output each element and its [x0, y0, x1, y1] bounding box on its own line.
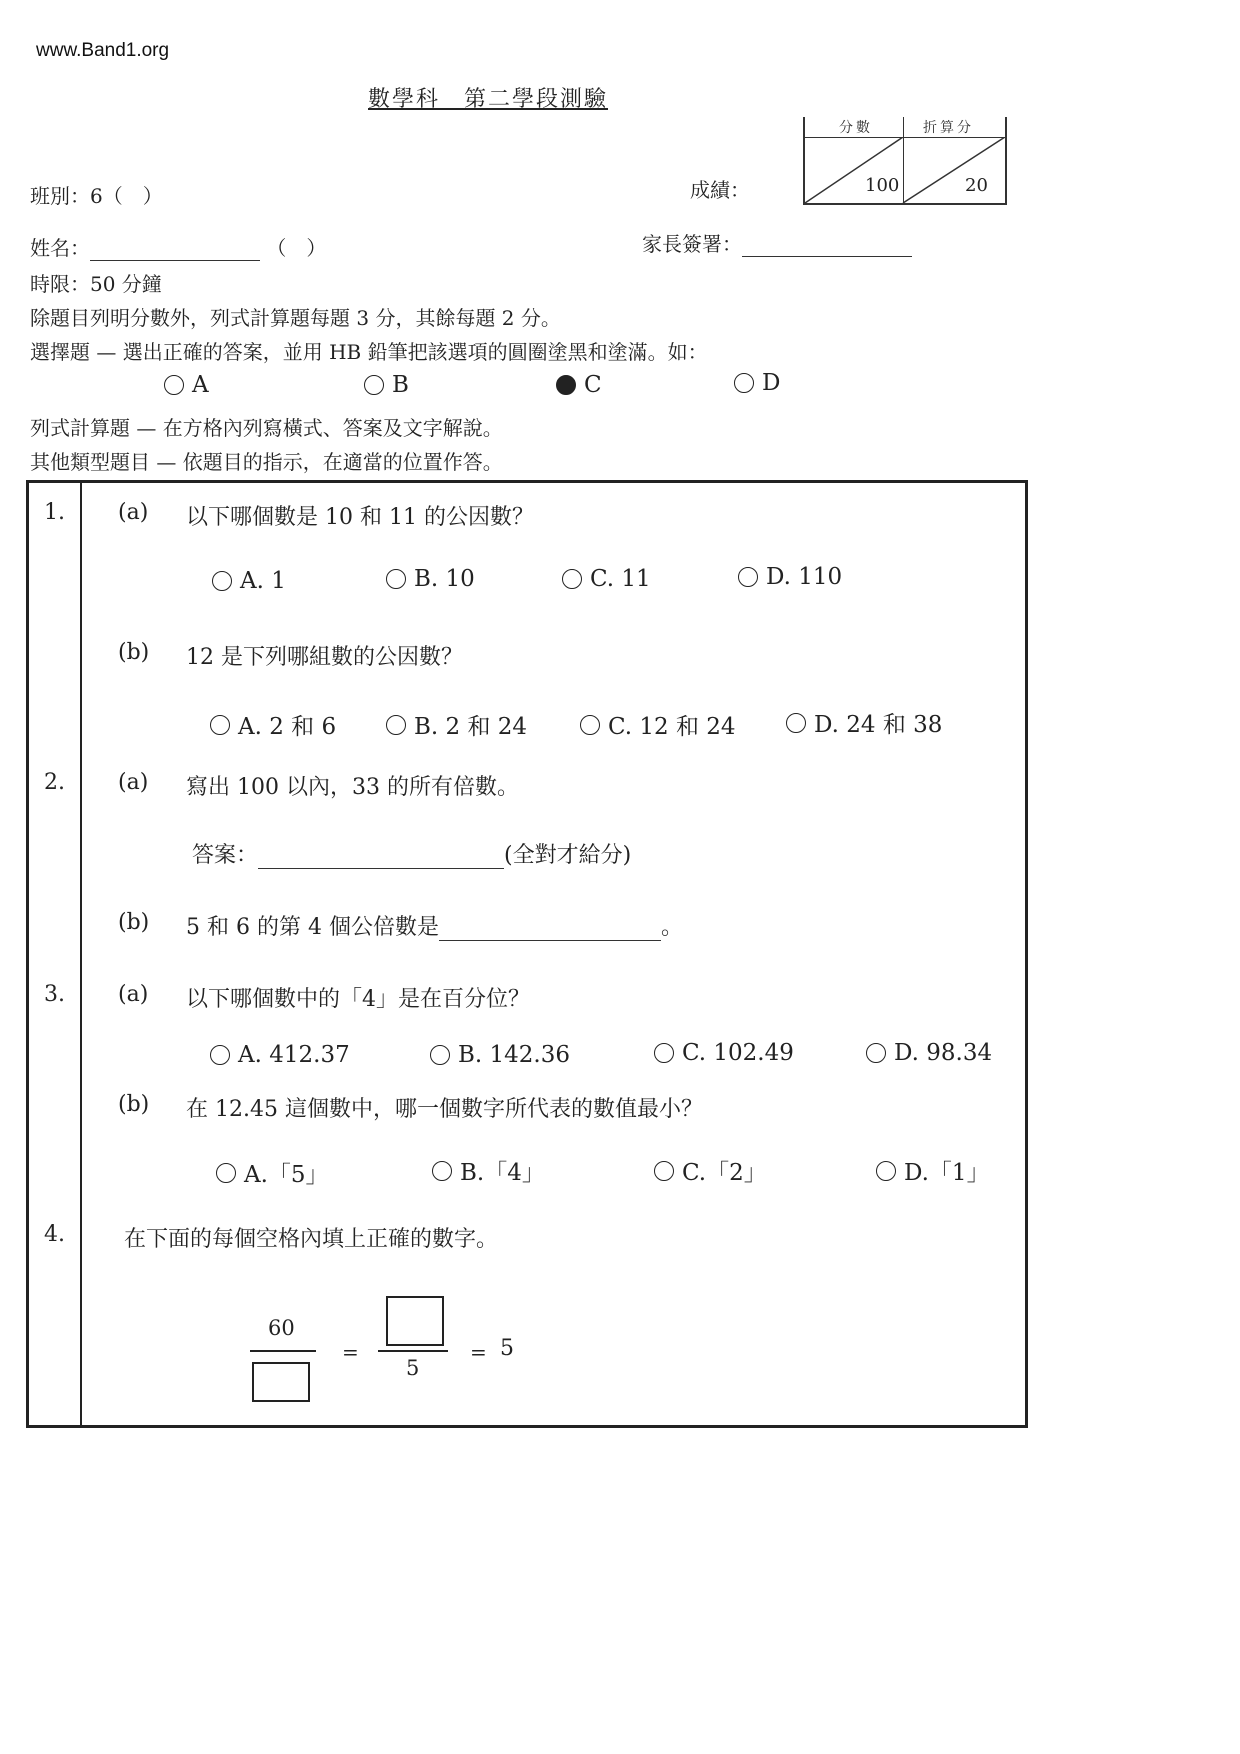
- question-1a-label: (a): [118, 500, 149, 525]
- score-label: 成績：: [690, 178, 750, 202]
- q4-result: 5: [500, 1336, 514, 1361]
- example-option-d: [734, 370, 780, 396]
- q3b-option-c[interactable]: [654, 1154, 767, 1187]
- name-field[interactable]: [90, 238, 260, 261]
- score-box-total: 100: [865, 175, 900, 196]
- q3b-bubble-b[interactable]: [432, 1161, 452, 1181]
- question-3-number: 3.: [44, 982, 65, 1007]
- q1a-bubble-d[interactable]: [738, 567, 758, 587]
- q1b-bubble-d[interactable]: [786, 713, 806, 733]
- question-2b-label: (b): [118, 910, 150, 935]
- q2a-answer-field[interactable]: [258, 846, 504, 869]
- question-2b-text: 5 和 6 的第 4 個公倍數是: [186, 915, 439, 940]
- q1a-option-a-label: A. 1: [240, 568, 286, 594]
- q2b-answer-field[interactable]: [439, 918, 661, 941]
- question-2a-text: 寫出 100 以內，33 的所有倍數。: [186, 775, 519, 800]
- question-2a-label: (a): [118, 770, 149, 795]
- site-watermark: www.Band1.org: [36, 40, 170, 61]
- question-3a-label: (a): [118, 982, 149, 1007]
- question-2-number: 2.: [44, 770, 65, 795]
- q1a-option-d-label: D. 110: [766, 564, 843, 590]
- score-box: [803, 117, 1007, 205]
- question-1-number: 1.: [44, 500, 65, 525]
- q1a-option-b-label: B. 10: [414, 566, 475, 592]
- q3a-option-b[interactable]: [430, 1042, 570, 1068]
- example-option-d-label: D: [762, 370, 781, 396]
- question-3b-text: 在 12.45 這個數中，哪一個數字所代表的數值最小？: [186, 1097, 703, 1122]
- time-limit: 時限：50 分鐘: [30, 272, 162, 296]
- q1b-option-a-label: A. 2 和 6: [238, 714, 337, 740]
- q2a-answer-row: [192, 838, 631, 869]
- q1a-option-a[interactable]: [212, 568, 286, 594]
- q3b-option-b-label: B.「4」: [460, 1160, 545, 1186]
- example-bubble-b: [364, 375, 384, 395]
- q2b-end: 。: [660, 915, 683, 940]
- q2a-answer-note: (全對才給分): [504, 843, 632, 868]
- q4-fraction-bar-2: [378, 1350, 448, 1352]
- q1b-bubble-a[interactable]: [210, 715, 230, 735]
- q3a-bubble-a[interactable]: [210, 1045, 230, 1065]
- q1b-option-c-label: C. 12 和 24: [608, 714, 736, 740]
- q3a-option-c-label: C. 102.49: [682, 1040, 794, 1066]
- q1b-option-a[interactable]: [210, 708, 336, 741]
- example-option-a-label: A: [192, 372, 209, 398]
- q3b-bubble-d[interactable]: [876, 1161, 896, 1181]
- name-label: [30, 232, 326, 261]
- instruction-scoring: 除題目列明分數外，列式計算題每題 3 分，其餘每題 2 分。: [30, 306, 561, 330]
- q1b-option-d-label: D. 24 和 38: [814, 712, 943, 738]
- q1a-option-d[interactable]: [738, 564, 842, 590]
- score-box-col1-header: 分數: [839, 120, 873, 136]
- class-number-field[interactable]: （ ）: [266, 236, 327, 260]
- q1a-bubble-a[interactable]: [212, 571, 232, 591]
- q1a-bubble-c[interactable]: [562, 569, 582, 589]
- question-1b-label: (b): [118, 640, 150, 665]
- q3b-option-d-label: D.「1」: [904, 1160, 990, 1186]
- q3b-option-b[interactable]: [432, 1154, 545, 1187]
- q3b-bubble-c[interactable]: [654, 1161, 674, 1181]
- q3a-option-d[interactable]: [866, 1040, 992, 1066]
- q2a-answer-label: 答案：: [192, 843, 259, 868]
- q2b-row: [186, 910, 683, 941]
- example-bubble-d: [734, 373, 754, 393]
- q3a-option-a[interactable]: [210, 1042, 350, 1068]
- q1b-option-d[interactable]: [786, 706, 942, 739]
- q1b-option-b[interactable]: [386, 708, 527, 741]
- q3a-option-c[interactable]: [654, 1040, 794, 1066]
- q3b-option-c-label: C.「2」: [682, 1160, 767, 1186]
- q3b-option-a[interactable]: [216, 1156, 329, 1189]
- parent-sign-field[interactable]: [742, 234, 912, 257]
- q4-numerator-box[interactable]: [386, 1296, 444, 1346]
- question-3a-text: 以下哪個數中的「4」是在百分位？: [186, 987, 530, 1012]
- example-bubble-a: [164, 375, 184, 395]
- instruction-mc: 選擇題 — 選出正確的答案，並用 HB 鉛筆把該選項的圓圈塗黑和塗滿。如：: [30, 340, 708, 364]
- q3a-option-a-label: A. 412.37: [238, 1042, 350, 1068]
- q4-equals-1: =: [342, 1340, 359, 1364]
- q3a-bubble-d[interactable]: [866, 1043, 886, 1063]
- question-3b-label: (b): [118, 1092, 150, 1117]
- q1b-option-c[interactable]: [580, 708, 736, 741]
- q3a-bubble-c[interactable]: [654, 1043, 674, 1063]
- score-box-col2-header: 折算分: [923, 120, 974, 136]
- q1b-option-b-label: B. 2 和 24: [414, 714, 528, 740]
- q1a-option-c[interactable]: [562, 566, 651, 592]
- q4-denominator-box[interactable]: [252, 1362, 310, 1402]
- example-option-b: [364, 372, 409, 398]
- q4-equals-2: =: [470, 1340, 487, 1364]
- example-bubble-c-filled: [556, 375, 576, 395]
- example-option-a: [164, 372, 209, 398]
- q4-fraction-bar-1: [250, 1350, 316, 1352]
- q1a-bubble-b[interactable]: [386, 569, 406, 589]
- q3b-bubble-a[interactable]: [216, 1163, 236, 1183]
- q4-denominator-5: 5: [406, 1356, 420, 1380]
- q1a-option-c-label: C. 11: [590, 566, 651, 592]
- parent-sign-label: [642, 228, 912, 257]
- q3a-option-b-label: B. 142.36: [458, 1042, 571, 1068]
- q3a-option-d-label: D. 98.34: [894, 1040, 993, 1066]
- page-title: 數學科 第二學段測驗: [368, 87, 609, 112]
- instruction-working: 列式計算題 — 在方格內列寫橫式、答案及文字解說。: [30, 416, 503, 440]
- question-number-divider: [80, 480, 82, 1428]
- example-option-b-label: B: [392, 372, 409, 398]
- name-label-text: 姓名：: [30, 236, 90, 260]
- instruction-other: 其他類型題目 — 依題目的指示，在適當的位置作答。: [30, 450, 503, 474]
- q1b-bubble-c[interactable]: [580, 715, 600, 735]
- question-4-text: 在下面的每個空格內填上正確的數字。: [124, 1227, 499, 1252]
- question-4-number: 4.: [44, 1222, 65, 1247]
- q3b-option-d[interactable]: [876, 1154, 990, 1187]
- question-1a-text: 以下哪個數是 10 和 11 的公因數？: [186, 505, 534, 530]
- score-box-converted-total: 20: [965, 175, 988, 196]
- parent-sign-text: 家長簽署：: [642, 232, 742, 256]
- q1a-option-b[interactable]: [386, 566, 475, 592]
- example-option-c: [556, 372, 602, 398]
- class-label: 班別：6（ ）: [30, 184, 163, 208]
- question-1b-text: 12 是下列哪組數的公因數？: [186, 645, 463, 670]
- q3a-bubble-b[interactable]: [430, 1045, 450, 1065]
- q1b-bubble-b[interactable]: [386, 715, 406, 735]
- q3b-option-a-label: A.「5」: [244, 1162, 329, 1188]
- example-option-c-label: C: [584, 372, 602, 398]
- q4-numerator-60: 60: [268, 1316, 295, 1340]
- question-frame: [26, 480, 1028, 1428]
